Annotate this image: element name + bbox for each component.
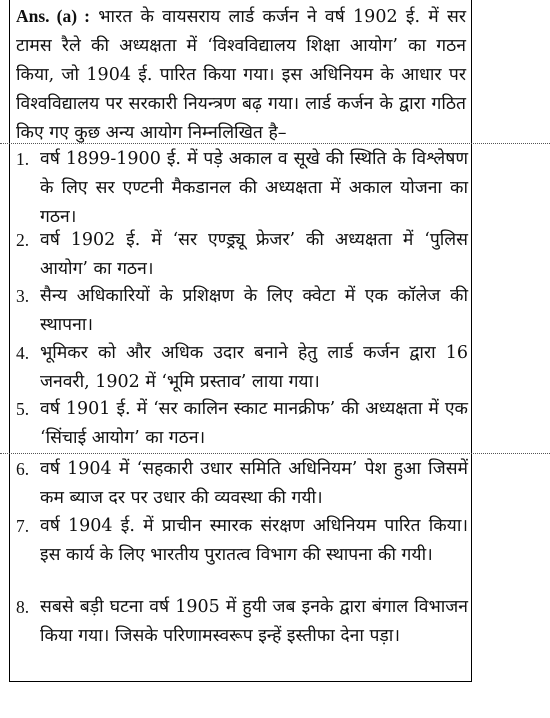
list-item-number: 8. <box>16 597 30 617</box>
list-item <box>16 593 468 651</box>
list-item-number: 5. <box>16 399 30 419</box>
dotted-divider <box>0 453 550 454</box>
list-item-text: वर्ष 1901 ई. में ‘सर कालिन स्काट मानक्रीफ’ की अध्यक्षता में एक ‘सिंचाई आयोग’ का गठन। <box>40 399 468 448</box>
list-item-number: 6. <box>16 459 30 479</box>
list-item <box>16 395 468 453</box>
list-item-number: 4. <box>16 343 30 363</box>
list-item-text: सबसे बड़ी घटना वर्ष 1905 में हुयी जब इनके द्वारा बंगाल विभाजन किया गया। जिसके परिणामस्वरूप इन्हें इस्तीफा देना पड़ा। <box>40 597 468 646</box>
list-item-number: 7. <box>16 516 30 536</box>
list-item-number: 2. <box>16 230 30 250</box>
list-item <box>16 512 468 570</box>
list-item <box>16 455 468 513</box>
list-item-text: वर्ष 1899-1900 ई. में पड़े अकाल व सूखे की स्थिति के विश्लेषण के लिए सर एण्टनी मैकडानल की अध्यक्षता में अकाल योजना का गठन। <box>40 149 468 227</box>
list-item-text: भूमिकर को और अधिक उदार बनाने हेतु लार्ड कर्जन द्वारा 16 जनवरी, 1902 में ‘भूमि प्रस्ताव’ लाया गया। <box>40 343 468 392</box>
list-item-text: सैन्य अधिकारियों के प्रशिक्षण के लिए क्वेटा में एक कॉलेज की स्थापना। <box>40 286 468 335</box>
answer-paragraph <box>16 2 466 148</box>
list-item-text: वर्ष 1904 ई. में प्राचीन स्मारक संरक्षण अधिनियम पारित किया। इस कार्य के लिए भारतीय पुरातत्व विभाग की स्थापना की गयी। <box>40 516 468 565</box>
answer-label: Ans. (a) : <box>16 6 90 26</box>
answer-intro-text: भारत के वायसराय लार्ड कर्जन ने वर्ष 1902 ई. में सर टामस रैले की अध्यक्षता में ‘विश्वविद्यालय शिक्षा आयोग’ का गठन किया, जो 1904 ई. पारित किया गया। इस अधिनियम के आधार पर विश्वविद्यालय पर सरकारी नियन्त्रण बढ़ गया। लार्ड कर्जन के द्वारा गठित किए गए कुछ अन्य आयोग निम्नलिखित है– <box>16 7 466 143</box>
list-item-text: वर्ष 1904 में ‘सहकारी उधार समिति अधिनियम’ पेश हुआ जिसमें कम ब्याज दर पर उधार की व्यवस्था की गयी। <box>40 459 468 508</box>
list-item <box>16 145 468 232</box>
list-item <box>16 339 468 397</box>
list-item-number: 1. <box>16 149 30 169</box>
list-item-number: 3. <box>16 286 30 306</box>
list-item <box>16 282 468 340</box>
cropped-next-line-artifact <box>60 694 400 708</box>
list-item-text: वर्ष 1902 ई. में ‘सर एण्ड्र्यू फ्रेजर’ की अध्यक्षता में ‘पुलिस आयोग’ का गठन। <box>40 230 468 279</box>
list-item <box>16 226 468 284</box>
